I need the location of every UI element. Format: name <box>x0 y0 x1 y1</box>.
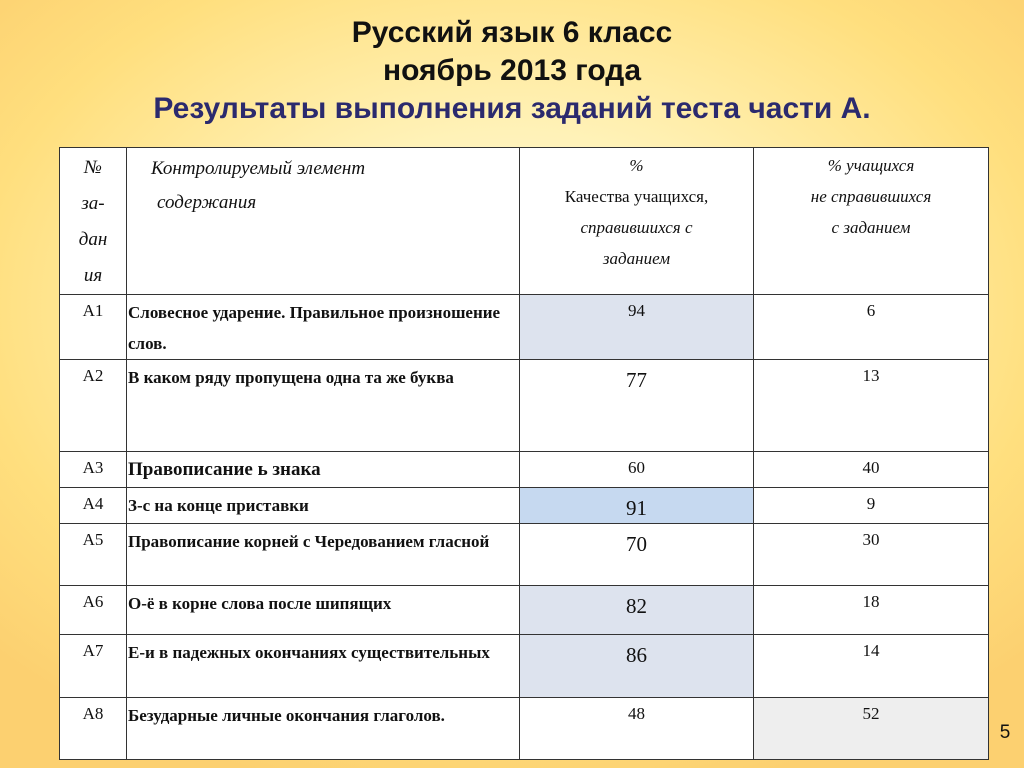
task-id: А3 <box>60 452 127 488</box>
header-fail-percent: % учащихся не справившихся с заданием <box>754 148 989 295</box>
success-value: 48 <box>520 698 754 760</box>
fail-value: 40 <box>754 452 989 488</box>
success-value: 86 <box>520 635 754 698</box>
table-row <box>60 488 989 524</box>
success-value: 60 <box>520 452 754 488</box>
success-value: 82 <box>520 586 754 635</box>
table-row <box>60 586 989 635</box>
fail-value: 18 <box>754 586 989 635</box>
header-task-number: № за- дан ия <box>60 148 127 295</box>
task-element: В каком ряду пропущена одна та же буква <box>127 360 520 452</box>
task-id: А6 <box>60 586 127 635</box>
table-row <box>60 360 989 452</box>
header-element: Контролируемый элемент содержания <box>127 148 520 295</box>
header-success-percent: % Качества учащихся, справившихся с заданием <box>520 148 754 295</box>
title-results: Результаты выполнения заданий теста части А. <box>153 92 871 125</box>
task-element: Правописание ь знака <box>127 452 520 488</box>
task-element: З-с на конце приставки <box>127 488 520 524</box>
results-table <box>59 147 989 760</box>
header-row <box>60 148 989 295</box>
table-row <box>60 295 989 360</box>
table-row <box>60 698 989 760</box>
task-element: Словесное ударение. Правильное произношение слов. <box>127 295 520 360</box>
success-value: 77 <box>520 360 754 452</box>
success-value: 91 <box>520 488 754 524</box>
page-number: 5 <box>999 722 1011 743</box>
task-id: А2 <box>60 360 127 452</box>
success-value: 94 <box>520 295 754 360</box>
task-id: А4 <box>60 488 127 524</box>
task-element: Правописание корней с Чередованием гласной <box>127 524 520 586</box>
title-date: ноябрь 2013 года <box>382 54 642 87</box>
title-subject: Русский язык 6 класс <box>351 16 673 49</box>
fail-value: 6 <box>754 295 989 360</box>
task-id: А5 <box>60 524 127 586</box>
slide-title <box>0 14 1024 128</box>
fail-value: 52 <box>754 698 989 760</box>
task-id: А7 <box>60 635 127 698</box>
task-element: О-ё в корне слова после шипящих <box>127 586 520 635</box>
success-value: 70 <box>520 524 754 586</box>
task-element: Безударные личные окончания глаголов. <box>127 698 520 760</box>
task-id: А8 <box>60 698 127 760</box>
fail-value: 14 <box>754 635 989 698</box>
fail-value: 30 <box>754 524 989 586</box>
table-row <box>60 452 989 488</box>
fail-value: 13 <box>754 360 989 452</box>
task-id: А1 <box>60 295 127 360</box>
table-row <box>60 635 989 698</box>
task-element: Е-и в падежных окончаниях существительных <box>127 635 520 698</box>
table-row <box>60 524 989 586</box>
fail-value: 9 <box>754 488 989 524</box>
